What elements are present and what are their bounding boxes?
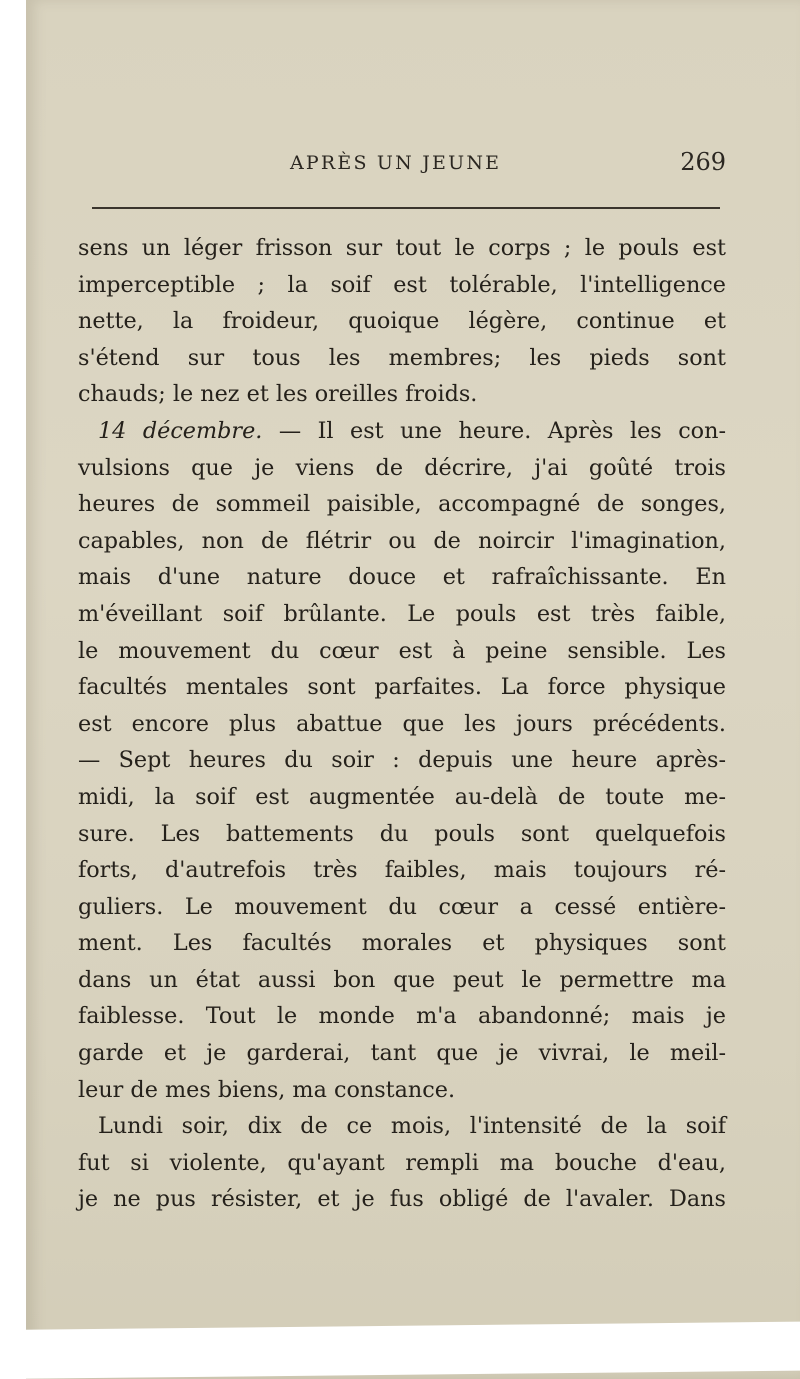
text-line: midi, la soif est augmentée au-delà de toute me- [78, 783, 726, 810]
text-line: vulsions que je viens de décrire, j'ai goûté trois [78, 454, 726, 481]
paragraph-1 [78, 230, 726, 413]
scan-bottom-edge [0, 1322, 800, 1379]
text-line: Lundi soir, dix de ce mois, l'intensité de la soif [98, 1113, 726, 1140]
text-line: dans un état aussi bon que peut le permettre ma [78, 966, 726, 993]
text-line: s'étend sur tous les membres; les pieds sont [78, 344, 726, 371]
running-head: APRÈS UN JEUNE [290, 152, 502, 174]
text-line: le mouvement du cœur est à peine sensible. Les [78, 637, 726, 664]
text-line: facultés mentales sont parfaites. La force physique [78, 674, 726, 701]
header-rule [92, 207, 720, 209]
text-line: forts, d'autrefois très faibles, mais toujours ré- [78, 857, 726, 884]
text-line: chauds; le nez et les oreilles froids. [78, 381, 478, 408]
entry-date: 14 décembre. [98, 417, 263, 444]
text-line: guliers. Le mouvement du cœur a cessé entière- [78, 893, 726, 920]
paragraph-2 [78, 413, 726, 1108]
text-line: heures de sommeil paisible, accompagné de songes, [78, 491, 726, 518]
page-number: 269 [680, 148, 726, 176]
text-line: je ne pus résister, et je fus obligé de l'avaler. Dans [78, 1186, 726, 1213]
text-line: leur de mes biens, ma constance. [78, 1076, 456, 1103]
text-line: m'éveillant soif brûlante. Le pouls est très faible, [78, 600, 726, 627]
page-header [78, 148, 726, 182]
text-line: sens un léger frisson sur tout le corps ; le pouls est [78, 235, 726, 261]
text-line: est encore plus abattue que les jours précédents. [78, 710, 726, 737]
text-line: mais d'une nature douce et rafraîchissante. En [78, 564, 726, 591]
body-text [78, 230, 726, 1218]
text-line: — Sept heures du soir : depuis une heure après- [78, 747, 726, 774]
text-line: imperceptible ; la soif est tolérable, l'intelligence [78, 271, 726, 298]
text-line: capables, non de flétrir ou de noircir l'imagination, [78, 527, 726, 554]
text-line [78, 413, 726, 450]
text-line: nette, la froideur, quoique légère, continue et [78, 308, 726, 335]
text-line: ment. Les facultés morales et physiques sont [78, 930, 726, 957]
text-line: garde et je garderai, tant que je vivrai, le meil- [78, 1040, 726, 1067]
text-line: fut si violente, qu'ayant rempli ma bouche d'eau, [78, 1149, 726, 1176]
paragraph-3 [78, 1108, 726, 1218]
text-line-rest: — Il est une heure. Après les con- [262, 417, 726, 444]
text-line: faiblesse. Tout le monde m'a abandonné; mais je [78, 1003, 726, 1030]
text-line: sure. Les battements du pouls sont quelquefois [78, 820, 726, 847]
